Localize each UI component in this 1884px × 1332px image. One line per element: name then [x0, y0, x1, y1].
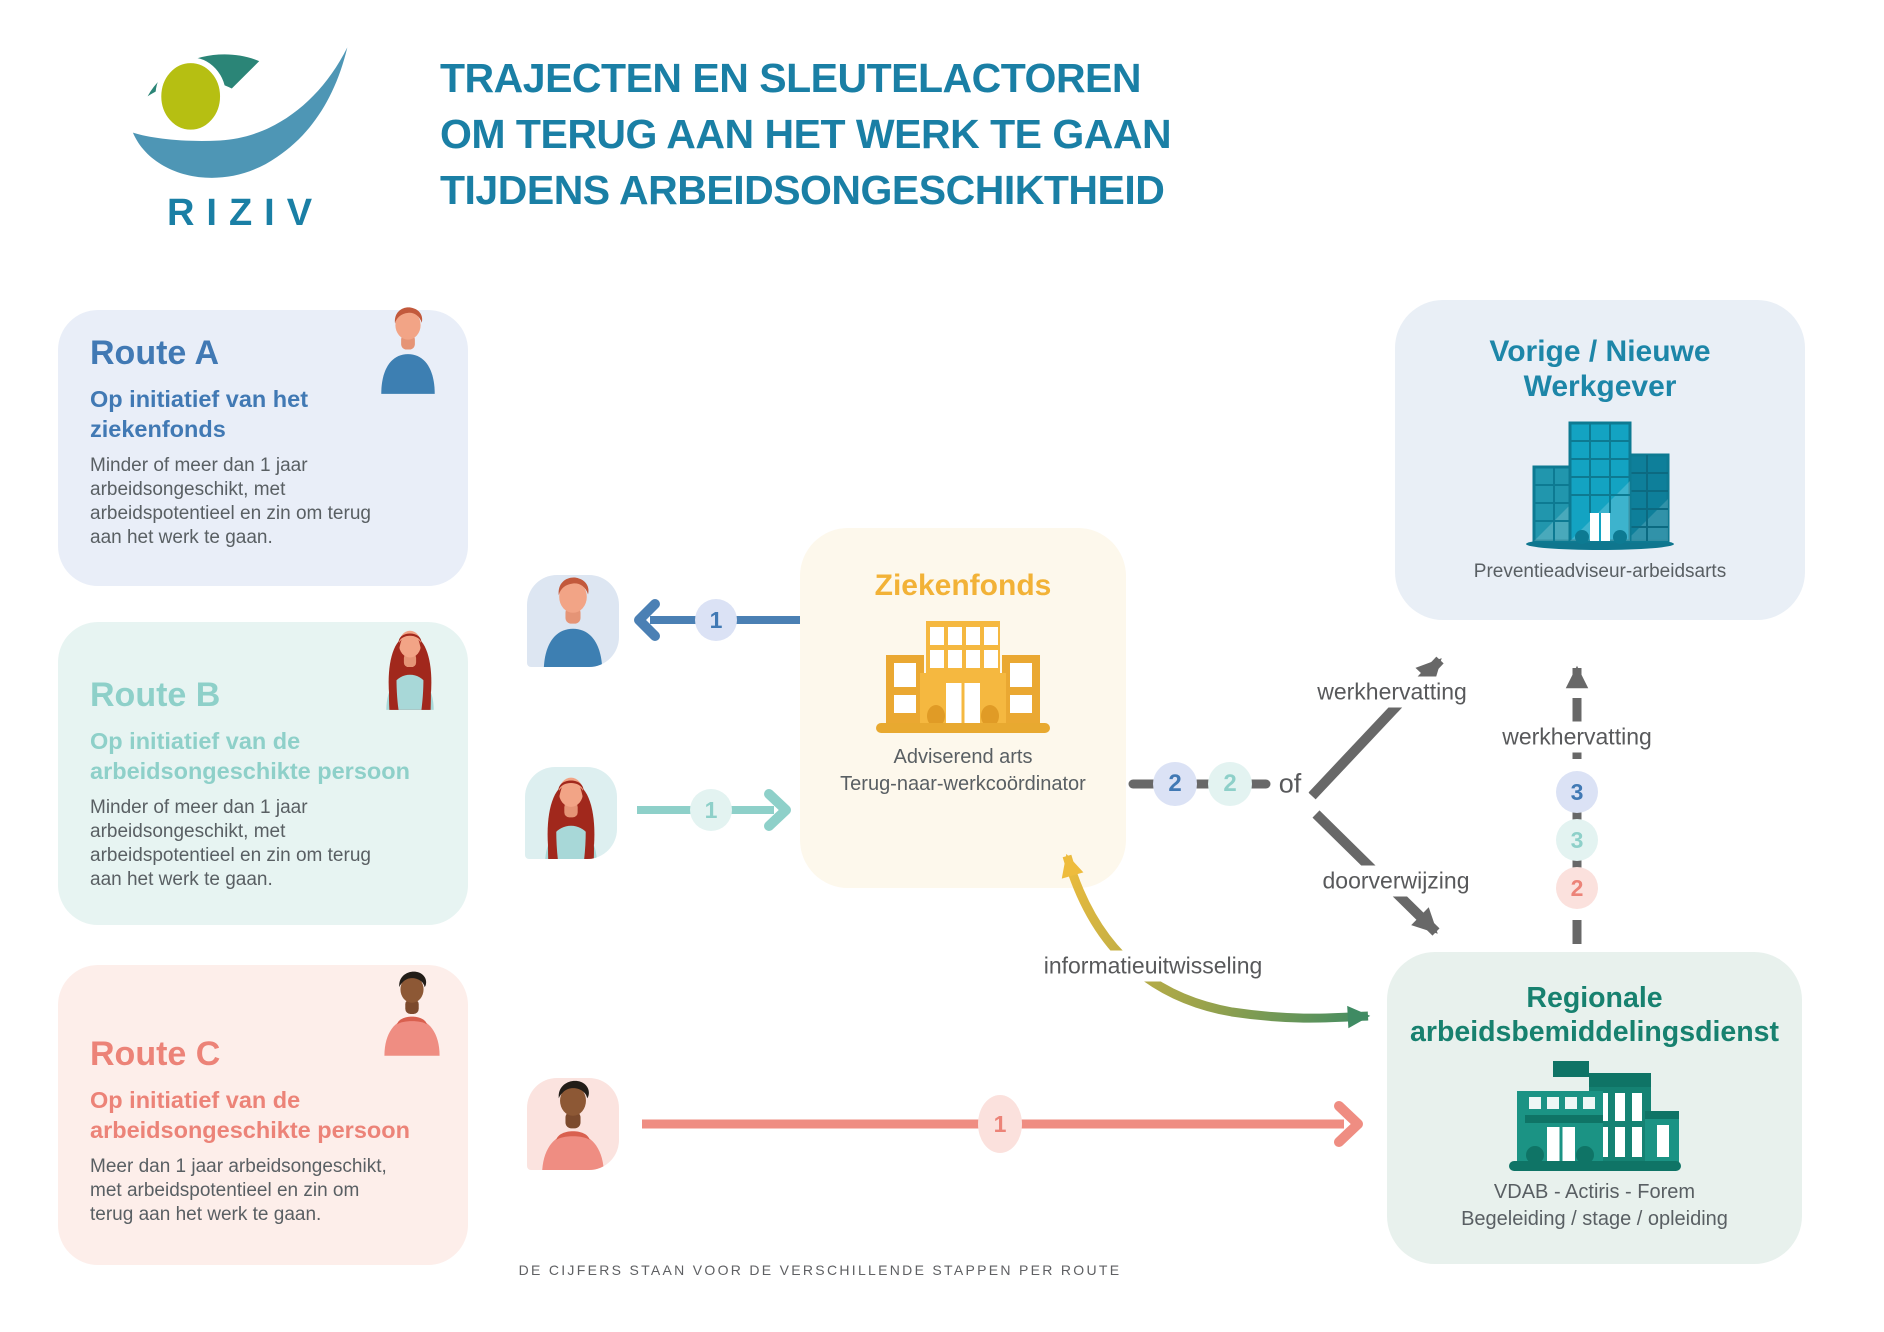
- step-badge-route-a-3: 3: [1556, 771, 1598, 813]
- step-badge-route-b-1: 1: [690, 789, 732, 831]
- avatar-tile-route-b: [525, 767, 617, 859]
- ziekenfonds-building-icon: [868, 613, 1058, 738]
- route-c-title: Route C: [90, 1035, 221, 1073]
- route-b-initiative: Op initiatief van de arbeidsongeschikte persoon: [90, 728, 410, 784]
- regionale-role-1: VDAB - Actiris - Forem: [1493, 1181, 1696, 1204]
- route-a-description: Minder of meer dan 1 jaar arbeidsongeschikt, met arbeidspotentieel en zin om terug aan het werk te gaan.: [90, 454, 371, 548]
- label-werkhervatting-fork: werkhervatting: [1310, 677, 1474, 708]
- werkgever-role-1: Preventieadviseur-arbeidsarts: [1473, 560, 1727, 582]
- person-route-a-small-icon: [527, 575, 619, 667]
- route-b-title: Route B: [90, 676, 221, 714]
- avatar-tile-route-a: [527, 575, 619, 667]
- person-route-b-small-icon: [525, 767, 617, 859]
- regionale-title: Regionale arbeidsbemiddelingsdienst: [1410, 982, 1779, 1048]
- person-route-c-small-icon: [527, 1078, 619, 1170]
- avatar-tile-route-c: [527, 1078, 619, 1170]
- step-badge-route-c-1: 1: [978, 1095, 1022, 1153]
- riziv-logo-text: RIZIV: [166, 192, 325, 234]
- ziekenfonds-title: Ziekenfonds: [874, 569, 1052, 602]
- regionale-roles: [1387, 1179, 1802, 1233]
- regionale-card: [1387, 952, 1802, 1264]
- page-title-line1: TRAJECTEN EN SLEUTELACTOREN: [440, 55, 1142, 101]
- person-route-a-icon: [366, 293, 450, 403]
- route-b-description: Minder of meer dan 1 jaar arbeidsongeschikt, met arbeidspotentieel en zin om terug aan het werk te gaan.: [90, 796, 371, 890]
- label-doorverwijzing: doorverwijzing: [1315, 866, 1476, 897]
- step-badge-route-a-2: 2: [1153, 762, 1197, 806]
- ziekenfonds-role-1: Adviserend arts: [893, 746, 1033, 769]
- route-a-initiative: Op initiatief van het ziekenfonds: [90, 386, 309, 442]
- step-badge-route-a-1: 1: [695, 599, 737, 641]
- werkgever-card: [1395, 300, 1805, 620]
- regionale-role-2: Begeleiding / stage / opleiding: [1461, 1208, 1728, 1231]
- person-route-b-icon: [368, 608, 452, 720]
- page-title-line2: OM TERUG AAN HET WERK TE GAAN: [440, 111, 1172, 157]
- label-of: of: [1272, 767, 1309, 802]
- ziekenfonds-roles: [800, 744, 1126, 798]
- route-a-title: Route A: [90, 334, 220, 372]
- riziv-logo-icon: [128, 38, 363, 190]
- route-c-initiative: Op initiatief van de arbeidsongeschikte persoon: [90, 1087, 410, 1143]
- werkgever-building-icon: [1520, 415, 1680, 553]
- ziekenfonds-card: [800, 528, 1126, 888]
- step-badge-route-b-2: 2: [1208, 762, 1252, 806]
- label-informatieuitwisseling: informatieuitwisseling: [1037, 951, 1270, 982]
- page-title-line3: TIJDENS ARBEIDSONGESCHIKTHEID: [440, 167, 1165, 213]
- step-badge-route-c-2: 2: [1556, 867, 1598, 909]
- regionale-building-icon: [1505, 1059, 1685, 1173]
- werkgever-roles: [1395, 559, 1805, 585]
- route-c-description: Meer dan 1 jaar arbeidsongeschikt, met arbeidspotentieel en zin om terug aan het werk te gaan.: [90, 1155, 387, 1225]
- label-werkhervatting-vertical: werkhervatting: [1495, 722, 1659, 753]
- ziekenfonds-role-2: Terug-naar-werkcoördinator: [840, 773, 1086, 796]
- werkgever-title: Vorige / Nieuwe Werkgever: [1489, 335, 1711, 404]
- person-route-c-icon: [371, 955, 453, 1067]
- page-title: [440, 50, 1171, 218]
- step-badge-route-b-3: 3: [1556, 819, 1598, 861]
- footer-note: DE CIJFERS STAAN VOOR DE VERSCHILLENDE STAPPEN PER ROUTE: [518, 1262, 1122, 1278]
